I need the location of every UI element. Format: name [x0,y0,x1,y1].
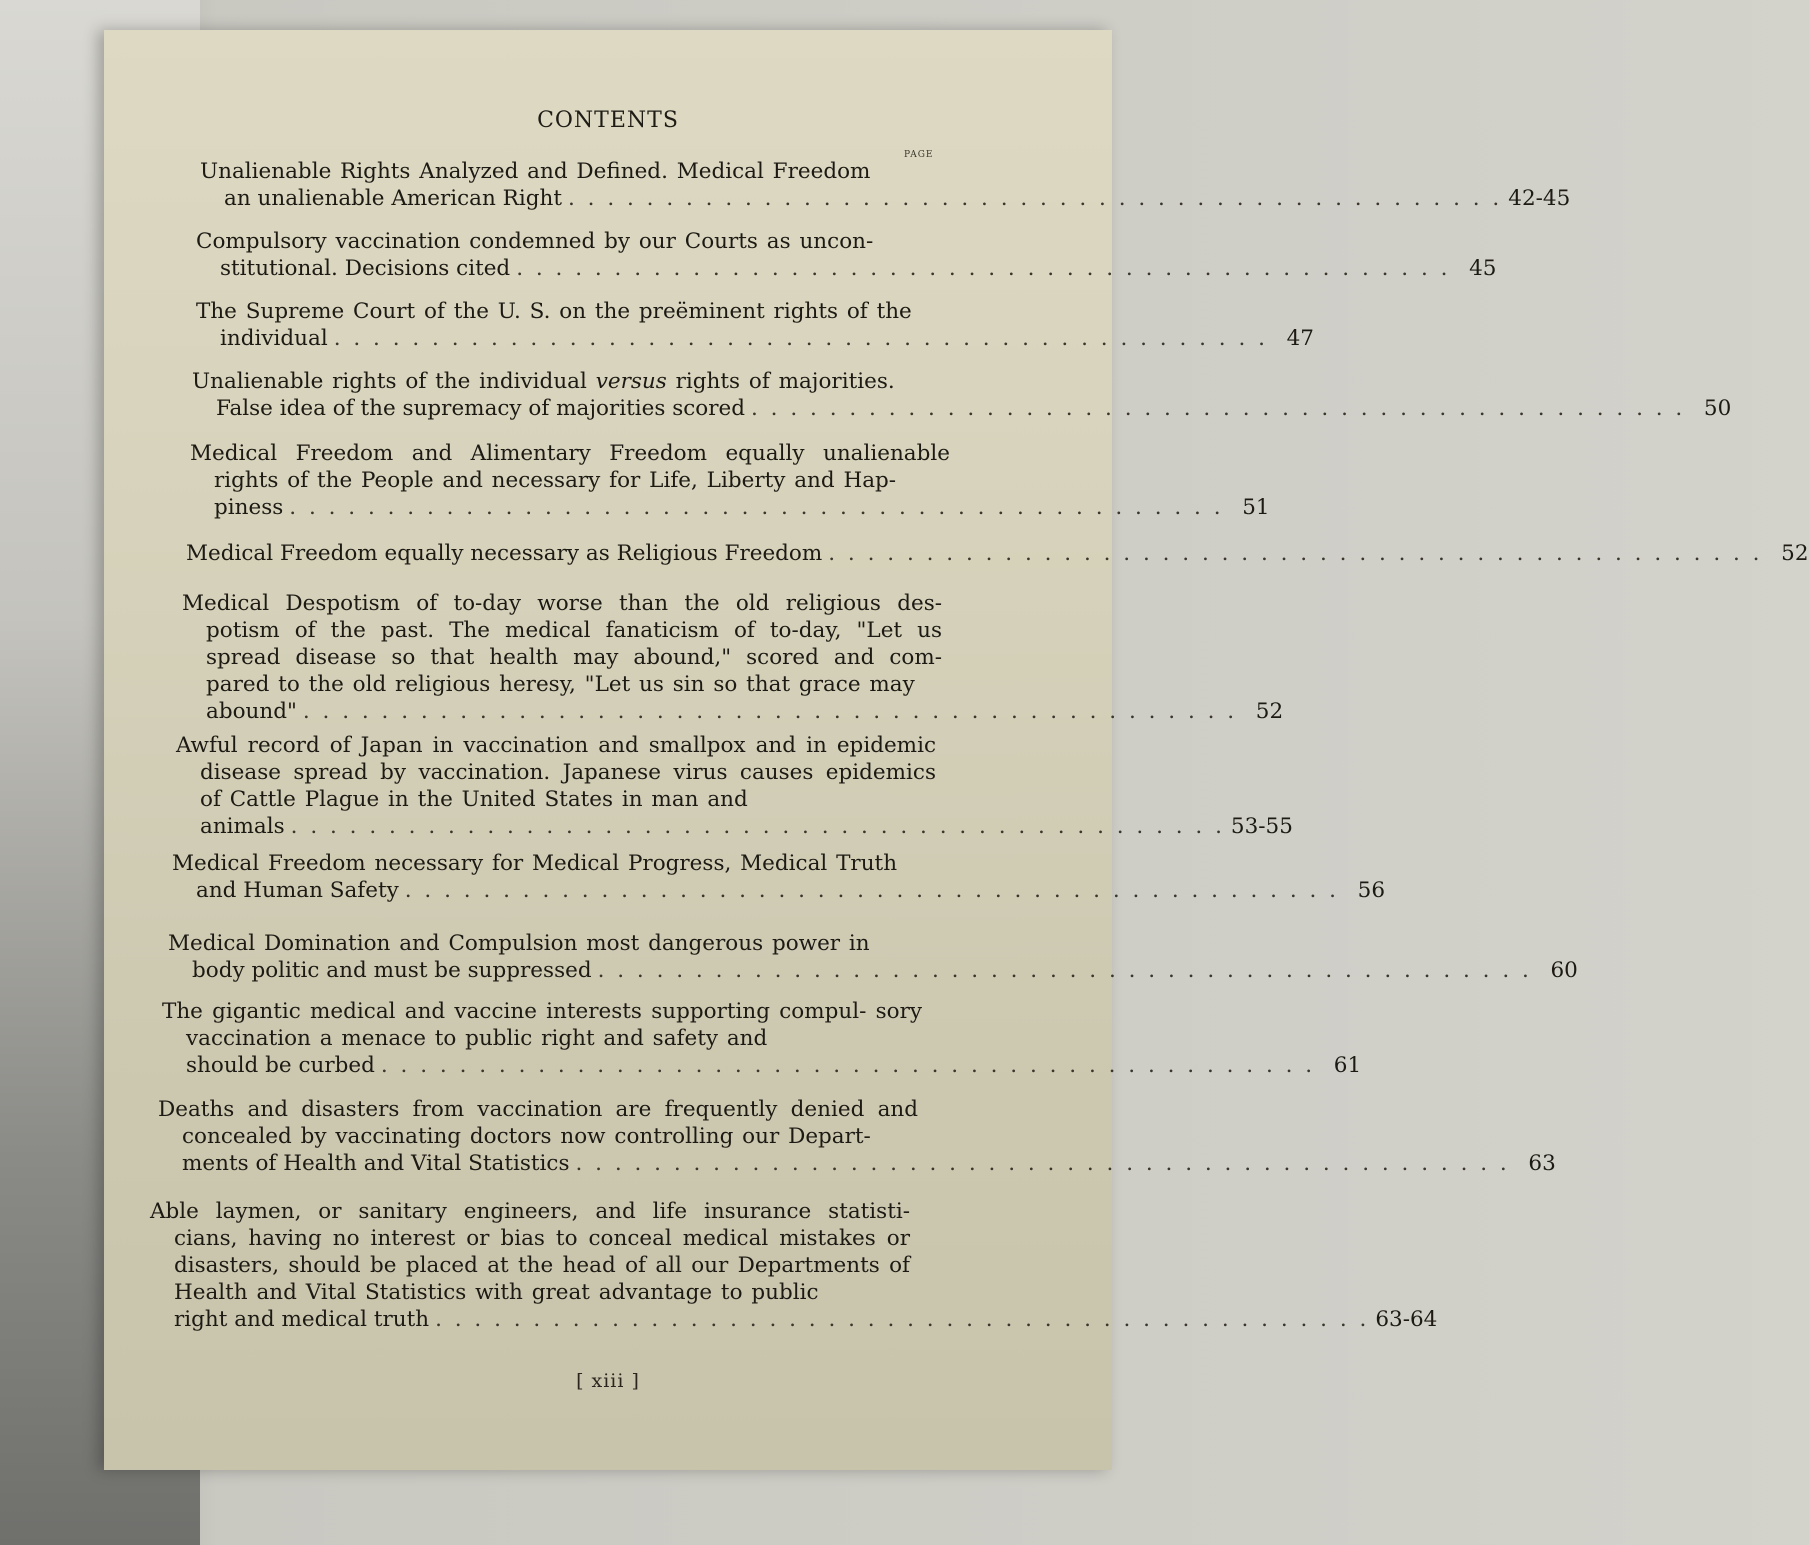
toc-entry-leader [186,540,1809,567]
table-of-contents [104,30,1809,1470]
toc-entry [158,1096,1556,1177]
toc-entry-text: Medical Despotism of to-day worse than the old religious des- potism of the past. The medical fanaticism of to-day, "Let us spread disease so that health may abound," scored and com- pared to the old religious heresy, "Let us sin so that grace may [182,591,942,697]
toc-page-number: 56 [1357,878,1386,903]
toc-entry-text: Unalienable Rights Analyzed and Defined. Medical Freedom [200,159,871,184]
toc-entry-text: Medical Domination and Compulsion most dangerous power in [168,931,870,956]
toc-entry-leader [172,877,1386,904]
toc-page-number: 42-45 [1508,186,1571,211]
toc-entry-leader [162,1052,1362,1079]
toc-page-number: 45 [1469,256,1497,281]
toc-entry-tail: body politic and must be suppressed [192,958,592,983]
toc-entry-leader [150,1306,1438,1333]
dot-leader: . . . . . . . . . . . . . . . . . . . . . . . . . . . . . . . . . . . . . . . . . . . . . . . . [302,699,1238,724]
toc-entry-text [192,368,952,395]
toc-entry-leader [196,255,1497,282]
dot-leader: . . . . . . . . . . . . . . . . . . . . . . . . . . . . . . . . . . . . . . . . . . . . . . . . [290,814,1225,839]
toc-entry-tail: Medical Freedom equally necessary as Religious Freedom [186,541,823,566]
toc-entry-tail: and Human Safety [196,878,399,903]
toc-entry-text: Awful record of Japan in vaccination and smallpox and in epidemic disease spread by vaccination. Japanese virus causes epidemics of Cattle Plague in the United States in man and [176,733,936,812]
toc-entry-leader [196,325,1314,352]
dot-leader: . . . . . . . . . . . . . . . . . . . . . . . . . . . . . . . . . . . . . . . . . . . . . . . . [289,495,1224,520]
toc-entry-text: Compulsory vaccination condemned by our Courts as uncon- [196,229,874,254]
toc-entry-text-b: rights of majorities. [666,369,895,394]
toc-page-number: 50 [1703,396,1732,421]
dot-leader: . . . . . . . . . . . . . . . . . . . . . . . . . . . . . . . . . . . . . . . . . . . . . . . . [751,396,1686,421]
toc-page-number: 63 [1528,1151,1556,1176]
toc-entry-tail: individual [220,326,328,351]
toc-entry-text: The gigantic medical and vaccine interests supporting compul- sory vaccination a menace to public right and safety and [162,999,922,1051]
toc-page-number: 51 [1242,495,1270,520]
toc-entry-tail: abound" [206,699,297,724]
dot-leader: . . . . . . . . . . . . . . . . . . . . . . . . . . . . . . . . . . . . . . . . . . . . . . . . [568,186,1503,211]
book-page [104,30,1809,1470]
toc-entry-text: Medical Freedom necessary for Medical Progress, Medical Truth [172,851,898,876]
dot-leader: . . . . . . . . . . . . . . . . . . . . . . . . . . . . . . . . . . . . . . . . . . . . . . . . [828,541,1763,566]
toc-page-number: 60 [1550,958,1578,983]
dot-leader: . . . . . . . . . . . . . . . . . . . . . . . . . . . . . . . . . . . . . . . . . . . . . . . . [435,1307,1370,1332]
toc-page-number: 52 [1255,699,1284,724]
toc-entry-tail: stitutional. Decisions cited [220,256,511,281]
toc-entry [172,850,1386,904]
dot-leader: . . . . . . . . . . . . . . . . . . . . . . . . . . . . . . . . . . . . . . . . . . . . . . . . [597,958,1532,983]
toc-entry-leader [182,698,1284,725]
toc-entry-tail: ments of Health and Vital Statistics [182,1151,570,1176]
dot-leader: . . . . . . . . . . . . . . . . . . . . . . . . . . . . . . . . . . . . . . . . . . . . . . . . [333,326,1268,351]
dot-leader: . . . . . . . . . . . . . . . . . . . . . . . . . . . . . . . . . . . . . . . . . . . . . . . . [575,1151,1510,1176]
toc-entry-tail: animals [200,814,285,839]
toc-entry [150,1198,1438,1333]
toc-entry [186,540,1809,567]
toc-entry-text: The Supreme Court of the U. S. on the preëminent rights of the [196,299,912,324]
toc-entry-tail: right and medical truth [174,1307,430,1332]
toc-page-number: 47 [1286,326,1314,351]
toc-entry-text: Deaths and disasters from vaccination are frequently denied and concealed by vaccinating doctors now controlling our Depart- [158,1097,918,1149]
toc-entry-leader [158,1150,1556,1177]
page-folio: [ xiii ] [576,1370,640,1392]
dot-leader: . . . . . . . . . . . . . . . . . . . . . . . . . . . . . . . . . . . . . . . . . . . . . . . . [380,1053,1316,1078]
contents-heading: CONTENTS [537,108,679,133]
toc-entry-tail: False idea of the supremacy of majorities scored [216,396,746,421]
toc-entry [200,158,1571,212]
toc-entry [196,228,1497,282]
toc-page-number: 52 [1781,541,1809,566]
toc-entry-leader [190,494,1270,521]
toc-entry [176,732,1293,840]
toc-entry-leader [176,813,1293,840]
toc-entry-leader [200,185,1571,212]
toc-page-number: 53-55 [1230,814,1293,839]
toc-entry-text-emphasis: versus [595,369,667,394]
toc-entry-text: Able laymen, or sanitary engineers, and life insurance statisti- cians, having no interest or bias to conceal medical mistakes or disasters, should be placed at the head of all our Departments of Health and Vital Statistics with great advantage to public [150,1199,910,1305]
toc-entry [182,590,1284,725]
toc-entry-text: Medical Freedom and Alimentary Freedom equally unalienable rights of the People and necessary for Life, Liberty and Hap- [190,441,950,493]
toc-page-number: 63-64 [1375,1307,1438,1332]
dot-leader: . . . . . . . . . . . . . . . . . . . . . . . . . . . . . . . . . . . . . . . . . . . . . . . . [516,256,1451,281]
dot-leader: . . . . . . . . . . . . . . . . . . . . . . . . . . . . . . . . . . . . . . . . . . . . . . . . [404,878,1340,903]
toc-entry-text-a: Unalienable rights of the individual [192,369,596,394]
toc-entry-tail: piness [214,495,284,520]
toc-entry [196,298,1314,352]
toc-entry [168,930,1578,984]
toc-page-number: 61 [1333,1053,1362,1078]
toc-entry-tail: should be curbed [186,1053,375,1078]
toc-entry [162,998,1362,1079]
toc-entry [190,440,1270,521]
toc-entry-leader [192,395,1732,422]
toc-entry [192,368,1732,422]
toc-entry-tail: an unalienable American Right [224,186,562,211]
page-column-label: PAGE [904,150,934,160]
toc-entry-leader [168,957,1578,984]
